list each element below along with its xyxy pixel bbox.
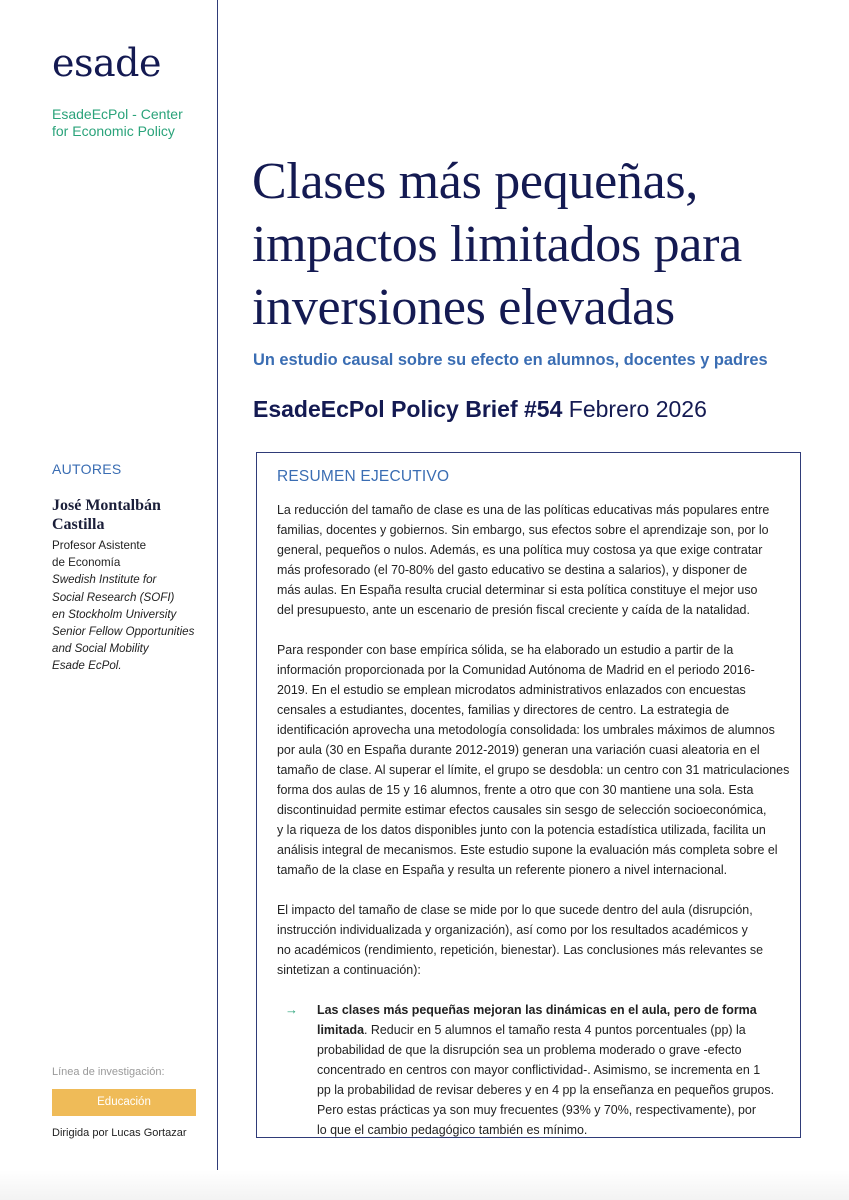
author-bio-line: Swedish Institute for [52, 573, 157, 587]
summary-line: más profesorado (el 70-80% del gasto educativo se destina a salarios), y disponer de [277, 563, 748, 577]
page-subtitle: Un estudio causal sobre su efecto en alumnos, docentes y padres [253, 351, 768, 369]
summary-line: Para responder con base empírica sólida, se ha elaborado un estudio a partir de la [277, 643, 734, 657]
author-bio-line: and Social Mobility [52, 642, 149, 656]
center-name-line: EsadeEcPol - Center [52, 106, 183, 122]
author-name-line: José Montalbán [52, 497, 161, 514]
summary-line: 2019. En el estudio se emplean microdatos administrativos enlazados con encuestas [277, 683, 746, 697]
summary-line: identificación aprovecha una metodología consolidada: los umbrales máximos de alumnos [277, 723, 775, 737]
arrow-right-icon: → [285, 1002, 298, 1017]
bullet-line: Pero estas prácticas ya son muy frecuentes (93% y 70%, respectivamente), por [317, 1103, 756, 1117]
bullet-line [317, 1000, 782, 1020]
summary-paragraph [277, 500, 782, 620]
summary-line: sintetizan a continuación): [277, 963, 421, 977]
center-name-line: for Economic Policy [52, 123, 175, 139]
title-line: inversiones elevadas [252, 279, 675, 336]
summary-line: El impacto del tamaño de clase se mide por lo que sucede dentro del aula (disrupción, [277, 903, 753, 917]
summary-line: discontinuidad permite estimar efectos causales sin sesgo de selección socioeconómica, [277, 803, 767, 817]
bullet-line: pp la probabilidad de revisar deberes y en 4 pp la enseñanza en pequeños grupos. [317, 1083, 775, 1097]
summary-paragraph [277, 900, 782, 980]
summary-heading: RESUMEN EJECUTIVO [277, 468, 450, 485]
research-line-label: Línea de investigación: [52, 1066, 165, 1078]
summary-line: por aula (30 en España durante 2012-2019) generan una variación cuasi aleatoria en el [277, 743, 760, 757]
summary-line: tamaño de clase. Al superar el límite, el grupo se desdobla: un centro con 31 matriculaciones [277, 763, 790, 777]
summary-line: familias, docentes y gobiernos. Sin embargo, sus efectos sobre el aprendizaje son, por lo [277, 523, 769, 537]
summary-line: forma dos aulas de 15 y 16 alumnos, frente a otro que con 30 mantiene una sola. Esta [277, 783, 754, 797]
summary-line: tamaño de la clase en España y resulta un referente pionero a nivel internacional. [277, 863, 728, 877]
summary-line: información proporcionada por la Comunidad Autónoma de Madrid en el periodo 2016- [277, 663, 755, 677]
bullet-line: concentrado en centros con mayor conflictividad-. Asimismo, se incrementa en 1 [317, 1063, 761, 1077]
bullet-bold-text: Las clases más pequeñas mejoran las dinámicas en el aula, pero de forma [317, 1003, 757, 1017]
executive-summary-box [256, 452, 801, 1138]
author-bio-line: Profesor Asistente [52, 539, 147, 552]
brief-date: Febrero 2026 [568, 396, 707, 422]
author-name-line: Castilla [52, 516, 105, 533]
summary-paragraph [277, 640, 790, 880]
title-line: impactos limitados para [252, 216, 742, 273]
bullet-bold-text: limitada [317, 1023, 364, 1037]
summary-line: censales a estudiantes, docentes, familias y directores de centro. La estrategia de [277, 703, 730, 717]
summary-line: instrucción individualizada y organización), así como por los resultados académicos y [277, 923, 748, 937]
author-bio-line: de Economía [52, 556, 121, 570]
summary-line: no académicos (rendimiento, repetición, bienestar). Las conclusiones más relevantes se [277, 943, 764, 957]
author-name [52, 496, 212, 534]
author-bio [52, 537, 214, 675]
summary-body [277, 500, 790, 1140]
summary-line: más aulas. En España resulta crucial determinar si esta política constituye el mejor uso [277, 583, 758, 597]
bullet-line: probabilidad de que la disrupción sea un problema moderado o grave -efecto [317, 1043, 742, 1057]
title-line: Clases más pequeñas, [252, 153, 699, 210]
bullet-line: lo que el cambio pedagógico también es mínimo. [317, 1123, 588, 1137]
summary-line: general, pequeños o nulos. Además, es una política muy costosa ya que exige contratar [277, 543, 763, 557]
research-line-badge: Educación [52, 1089, 196, 1116]
bullet-text: . Reducir en 5 alumnos el tamaño resta 4 puntos porcentuales (pp) la [364, 1023, 746, 1037]
summary-line: La reducción del tamaño de clase es una de las políticas educativas más populares entre [277, 503, 770, 517]
authors-heading: AUTORES [52, 461, 122, 477]
summary-line: del presupuesto, ante un escenario de presión fiscal creciente y caída de la natalidad. [277, 603, 750, 617]
brief-line [253, 396, 707, 423]
author-bio-line: Social Research (SOFI) [52, 590, 175, 604]
center-name [52, 106, 212, 140]
column-divider [217, 0, 218, 1200]
brief-series: EsadeEcPol Policy Brief #54 [253, 396, 563, 422]
author-bio-line: Senior Fellow Opportunities [52, 625, 195, 639]
author-bio-line: en Stockholm University [52, 607, 177, 621]
esade-logo: esade [52, 41, 161, 85]
summary-bullet [277, 1000, 782, 1140]
summary-line: y la riqueza de los datos disponibles junto con la potencia estadística utilizada, facilita un [277, 823, 766, 837]
research-line-director: Dirigida por Lucas Gortazar [52, 1127, 187, 1139]
page-bottom-shade [0, 1170, 849, 1200]
summary-line: análisis integral de mecanismos. Este estudio supone la evaluación más completa sobre el [277, 843, 778, 857]
author-bio-line: Esade EcPol. [52, 659, 122, 673]
page-title [252, 150, 832, 339]
bullet-line [317, 1020, 782, 1040]
